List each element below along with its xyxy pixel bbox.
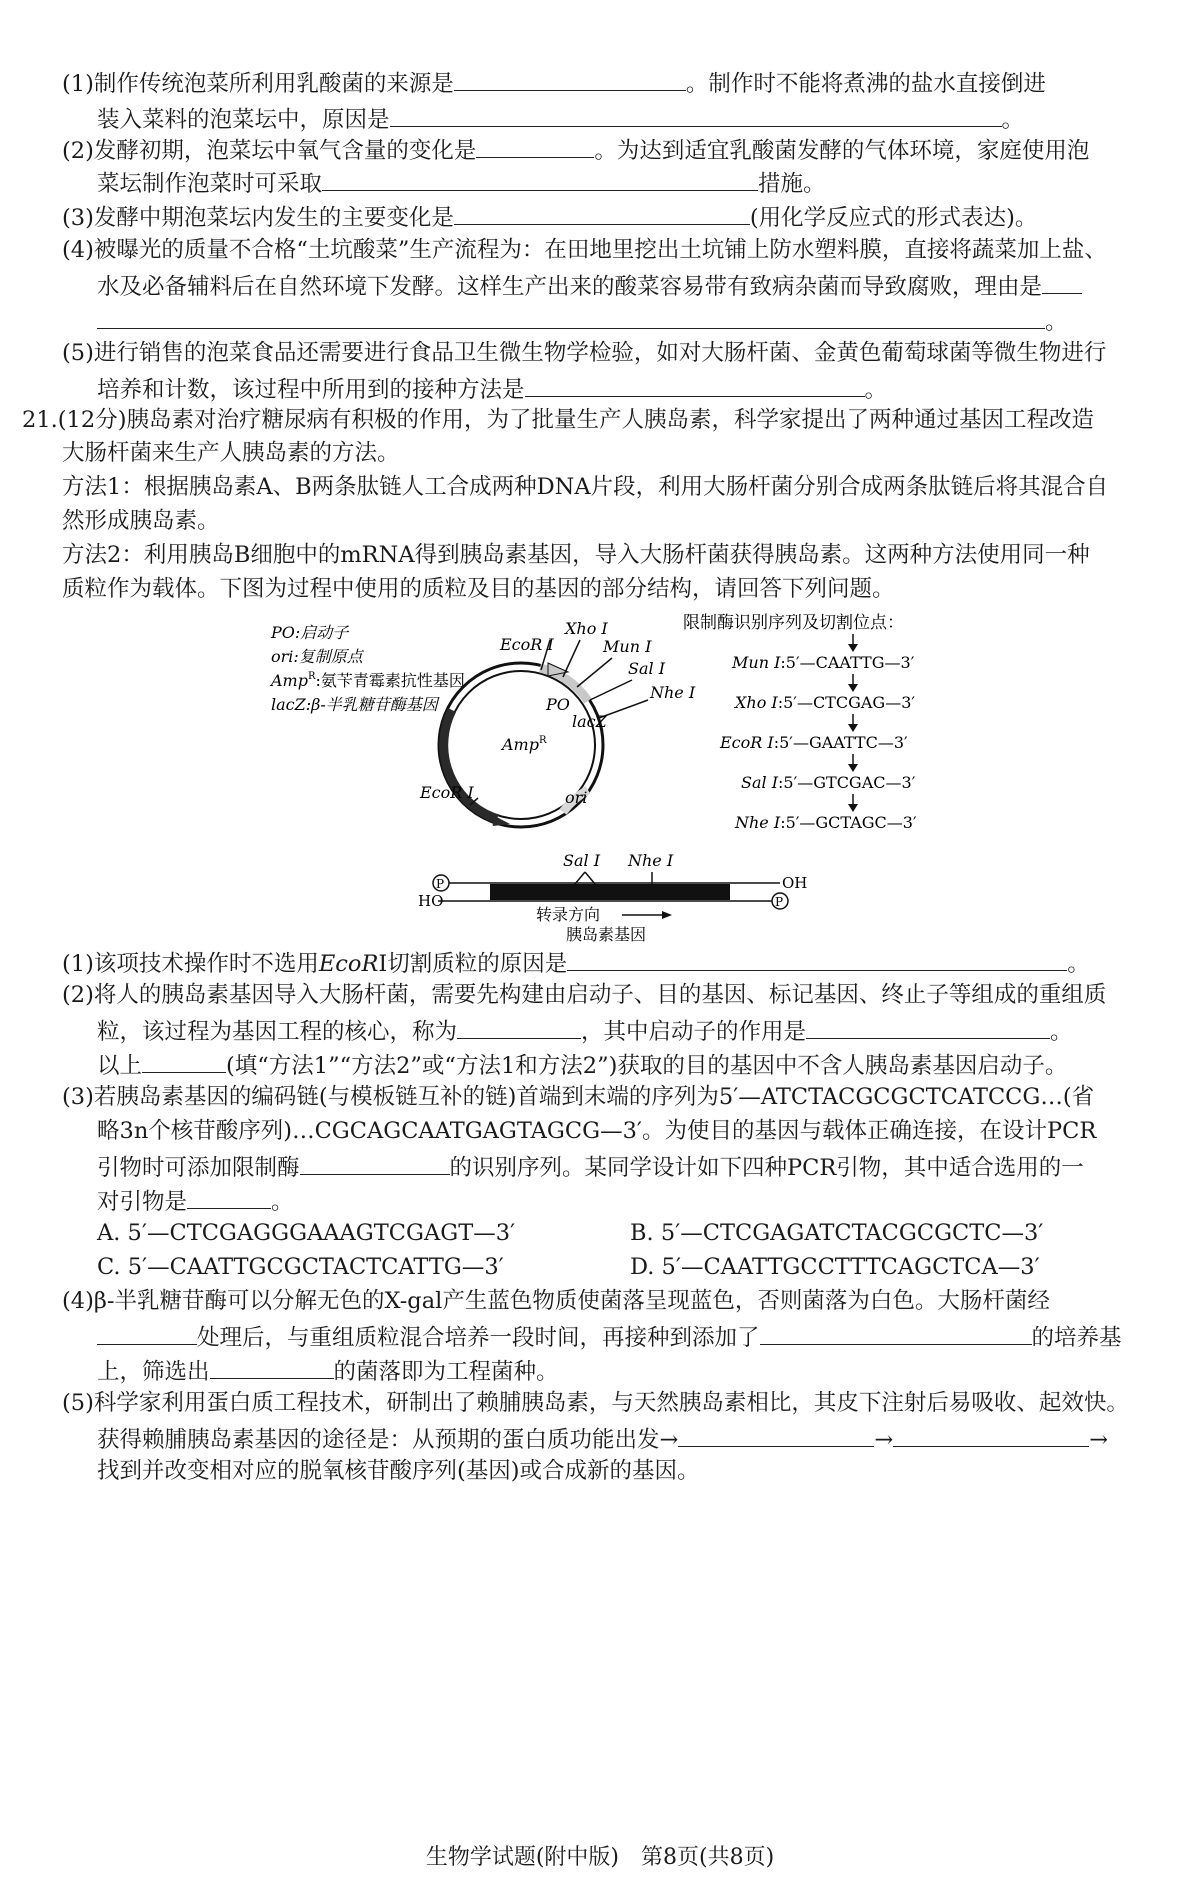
gene-direction-label: 转录方向 [536, 905, 601, 924]
q21-part4-line2 [97, 1318, 1200, 1355]
text: Ⅰ切割质粒的原因是 [378, 951, 568, 977]
q21-method2-line1 [62, 538, 1172, 572]
q21-part3-line1 [62, 1080, 1172, 1114]
q21-method1-line1 [62, 470, 1172, 504]
q21-part3-line4 [97, 1182, 1200, 1219]
site-xho-label: Xho Ⅰ [565, 619, 608, 638]
text: 引物时可添加限制酶 [97, 1155, 300, 1181]
page-footer: 生物学试题(附中版) 第8页(共8页) [425, 1845, 775, 1870]
enz-arrowhead [848, 684, 858, 692]
q20-part4-line1 [62, 233, 1172, 267]
site-ecor-top-label: EcoR Ⅰ [500, 635, 554, 654]
site-ecor-bottom-label: EcoR Ⅰ [420, 783, 474, 802]
enz-title-arrowhead [848, 644, 858, 652]
legend-po: PO:启动子 [271, 623, 349, 642]
gene-coding-block [490, 884, 730, 900]
gene-ho-label: HO [418, 892, 444, 910]
q21-method1-line2 [62, 504, 1172, 538]
text: 。 [1001, 107, 1025, 133]
text: → [1089, 1427, 1109, 1453]
q20-part2-line2 [97, 164, 1200, 201]
enz-sal-row: Sal Ⅰ:5′—GTCGAC—3′ [741, 773, 916, 792]
answer-blank[interactable] [97, 302, 1045, 329]
q21-part2-line2 [97, 1012, 1200, 1049]
answer-blank[interactable] [300, 1148, 450, 1175]
enz-arrowhead [848, 804, 858, 812]
site-nhe-label: Nhe Ⅰ [650, 683, 696, 702]
text: (1)该项技术操作时不选用 [62, 951, 319, 977]
q21-part2-line1 [62, 978, 1172, 1012]
sal-tick [590, 680, 632, 700]
answer-blank[interactable] [457, 1012, 581, 1039]
plasmid-diagram [0, 600, 1200, 945]
answer-blank[interactable] [210, 1352, 334, 1379]
legend-amp: Amp$^R$:氨苄青霉素抗性基因 [271, 671, 465, 690]
q21-intro-line2 [62, 436, 1172, 470]
answer-blank[interactable] [454, 198, 750, 225]
legend-ori: ori:复制原点 [271, 647, 363, 666]
text: (1)制作传统泡菜所利用乳酸菌的来源是 [62, 71, 454, 97]
text: 。 [1050, 1019, 1073, 1045]
answer-blank[interactable] [322, 164, 758, 191]
gene-p-right: P [775, 895, 784, 909]
option-c[interactable]: C. 5′—CAATTGCGCTACTCATTG—3′ [97, 1254, 504, 1280]
q21-part5-line3 [97, 1454, 1200, 1488]
text: 方法2：利用胰岛B细胞中的mRNA得到胰岛素基因，导入大肠杆菌获得胰岛素。这两种方法使用同一种 [62, 542, 1090, 568]
answer-blank[interactable] [454, 64, 686, 91]
enz-arrowhead [848, 764, 858, 772]
text: (4)β-半乳糖苷酶可以分解无色的X-gal产生蓝色物质使菌落呈现蓝色，否则菌落为白色。大肠杆菌经 [62, 1288, 1050, 1314]
text: 措施。 [758, 171, 826, 197]
answer-blank[interactable] [187, 1182, 271, 1209]
text: (填“方法1”“方法2”或“方法1和方法2”)获取的目的基因中不含人胰岛素基因启动子。 [226, 1053, 1068, 1079]
text: (4)被曝光的质量不合格“土坑酸菜”生产流程为：在田地里挖出土坑铺上防水塑料膜，直接将蔬菜加上盐、 [62, 237, 1107, 263]
legend-lacz: lacZ:β-半乳糖苷酶基因 [271, 695, 438, 714]
text: (5)科学家利用蛋白质工程技术，研制出了赖脯胰岛素，与天然胰岛素相比，其皮下注射后易吸收、起效快。 [62, 1390, 1129, 1416]
q21-part5-line2 [97, 1420, 1200, 1457]
text: (3)若胰岛素基因的编码链(与模板链互补的链)首端到末端的序列为5′—ATCTACGCGCTCATCCG…(省 [62, 1084, 1095, 1110]
q20-part4-line3 [97, 302, 1200, 339]
answer-blank[interactable] [390, 100, 1002, 127]
text: 。 [271, 1189, 294, 1215]
enz-arrowhead [848, 724, 858, 732]
answer-blank[interactable] [142, 1046, 226, 1073]
answer-blank[interactable] [97, 1318, 197, 1345]
answer-blank[interactable] [893, 1420, 1089, 1447]
gene-oh-label: OH [782, 874, 808, 892]
mun-tick [577, 658, 612, 687]
q21-part4-line3 [97, 1352, 1200, 1389]
q20-part3 [62, 198, 1172, 235]
label-ori: ori [565, 788, 588, 807]
text: 获得赖脯胰岛素基因的途径是：从预期的蛋白质功能出发→ [97, 1427, 679, 1453]
xho-tick [563, 640, 580, 677]
text: 上，筛选出 [97, 1359, 210, 1385]
text: (3)发酵中期泡菜坛内发生的主要变化是 [62, 205, 454, 231]
text: 菜坛制作泡菜时可采取 [97, 171, 323, 197]
answer-blank[interactable] [567, 944, 1067, 971]
text: 21.(12分)胰岛素对治疗糖尿病有积极的作用，为了批量生产人胰岛素，科学家提出了两种通过基因工程改造 [22, 407, 1094, 433]
enzyme-name: EcoR [318, 951, 379, 977]
text: 。制作时不能将煮沸的盐水直接倒进 [685, 71, 1046, 97]
q21-part3-line3 [97, 1148, 1200, 1185]
text: 粒，该过程为基因工程的核心，称为 [97, 1019, 458, 1045]
q20-part4-line2 [97, 267, 1200, 304]
text: 以上 [97, 1053, 143, 1079]
text: (5)进行销售的泡菜食品还需要进行食品卫生微生物学检验，如对大肠杆菌、金黄色葡萄球菌等微生物进行 [62, 340, 1107, 366]
label-amp: Amp$^R$ [502, 735, 547, 754]
q21-intro-line1 [22, 403, 1132, 437]
text: 装入菜料的泡菜坛中，原因是 [97, 107, 390, 133]
gene-direction-arrowhead [662, 911, 672, 919]
q20-part5-line2 [97, 370, 1200, 407]
site-mun-label: Mun Ⅰ [603, 637, 652, 656]
gene-p-left: P [436, 877, 445, 891]
gene-name-label: 胰岛素基因 [566, 925, 647, 944]
enz-mun-row: Mun Ⅰ:5′—CAATTG—3′ [732, 653, 915, 672]
text: 略3n个核苷酸序列)…CGCAGCAATGAGTAGCG—3′。为使目的基因与载体正确连接，在设计PCR [97, 1118, 1097, 1144]
q21-part1 [62, 944, 1172, 981]
text: 的菌落即为工程菌种。 [333, 1359, 559, 1385]
text: ，其中启动子的作用是 [581, 1019, 807, 1045]
label-lacz: lacZ [572, 712, 607, 731]
q21-part3-line2 [97, 1114, 1200, 1148]
site-sal-label: Sal Ⅰ [628, 659, 666, 678]
option-d[interactable]: D. 5′—CAATTGCCTTTCAGCTCA—3′ [630, 1254, 1040, 1280]
answer-blank[interactable] [806, 1012, 1050, 1039]
text: 的识别序列。某同学设计如下四种PCR引物，其中适合选用的一 [449, 1155, 1084, 1181]
q21-part5-line1 [62, 1386, 1172, 1420]
text: 。 [1045, 309, 1068, 335]
text: 找到并改变相对应的脱氧核苷酸序列(基因)或合成新的基因。 [97, 1458, 700, 1484]
option-a[interactable]: A. 5′—CTCGAGGGAAAGTCGAGT—3′ [97, 1220, 516, 1246]
text: 方法1：根据胰岛素A、B两条肽链人工合成两种DNA片段，利用大肠杆菌分别合成两条肽链后将其混合自 [62, 474, 1109, 500]
text: 处理后，与重组质粒混合培养一段时间，再接种到添加了 [197, 1325, 760, 1351]
q20-part2-line1 [62, 131, 1172, 168]
text: 培养和计数，该过程中所用到的接种方法是 [97, 377, 525, 403]
amp-segment [444, 710, 497, 819]
enz-nhe-row: Nhe Ⅰ:5′—GCTAGC—3′ [735, 813, 917, 832]
gene-nhe-label: Nhe Ⅰ [628, 851, 674, 870]
text: 然形成胰岛素。 [62, 508, 220, 534]
text: 对引物是 [97, 1189, 188, 1215]
answer-blank[interactable] [678, 1420, 874, 1447]
text: 的培养基 [1031, 1325, 1122, 1351]
text: 。 [1067, 951, 1090, 977]
answer-blank[interactable] [760, 1318, 1032, 1345]
gene-sal-label: Sal Ⅰ [563, 851, 601, 870]
text: 。 [864, 377, 888, 403]
text: 。为达到适宜乳酸菌发酵的气体环境，家庭使用泡 [594, 138, 1090, 164]
text: 水及必备辅料后在自然环境下发酵。这样生产出来的酸菜容易带有致病杂菌而导致腐败，理由是 [97, 274, 1043, 300]
enz-xho-row: Xho Ⅰ:5′—CTCGAG—3′ [735, 693, 916, 712]
option-b[interactable]: B. 5′—CTCGAGATCTACGCGCTC—3′ [630, 1220, 1044, 1246]
answer-blank[interactable] [1042, 267, 1082, 294]
q20-part5-line1 [62, 336, 1172, 370]
text: (用化学反应式的形式表达)。 [749, 205, 1038, 231]
label-po: PO [546, 695, 570, 714]
text: (2)将人的胰岛素基因导入大肠杆菌，需要先构建由启动子、目的基因、标记基因、终止子等组成的重组质 [62, 982, 1107, 1008]
q20-part1-line1 [62, 64, 1172, 101]
text: (2)发酵初期，泡菜坛中氧气含量的变化是 [62, 138, 477, 164]
answer-blank[interactable] [525, 370, 865, 397]
enz-ecor-row: EcoR Ⅰ:5′—GAATTC—3′ [720, 733, 908, 752]
q21-part2-line3 [97, 1046, 1200, 1083]
text: 质粒作为载体。下图为过程中使用的质粒及目的基因的部分结构，请回答下列问题。 [62, 576, 895, 602]
enzyme-table-title: 限制酶识别序列及切割位点： [683, 613, 904, 633]
q21-part4-line1 [62, 1284, 1172, 1318]
text: 大肠杆菌来生产人胰岛素的方法。 [62, 440, 400, 466]
answer-blank[interactable] [476, 131, 594, 158]
text: → [874, 1427, 894, 1453]
